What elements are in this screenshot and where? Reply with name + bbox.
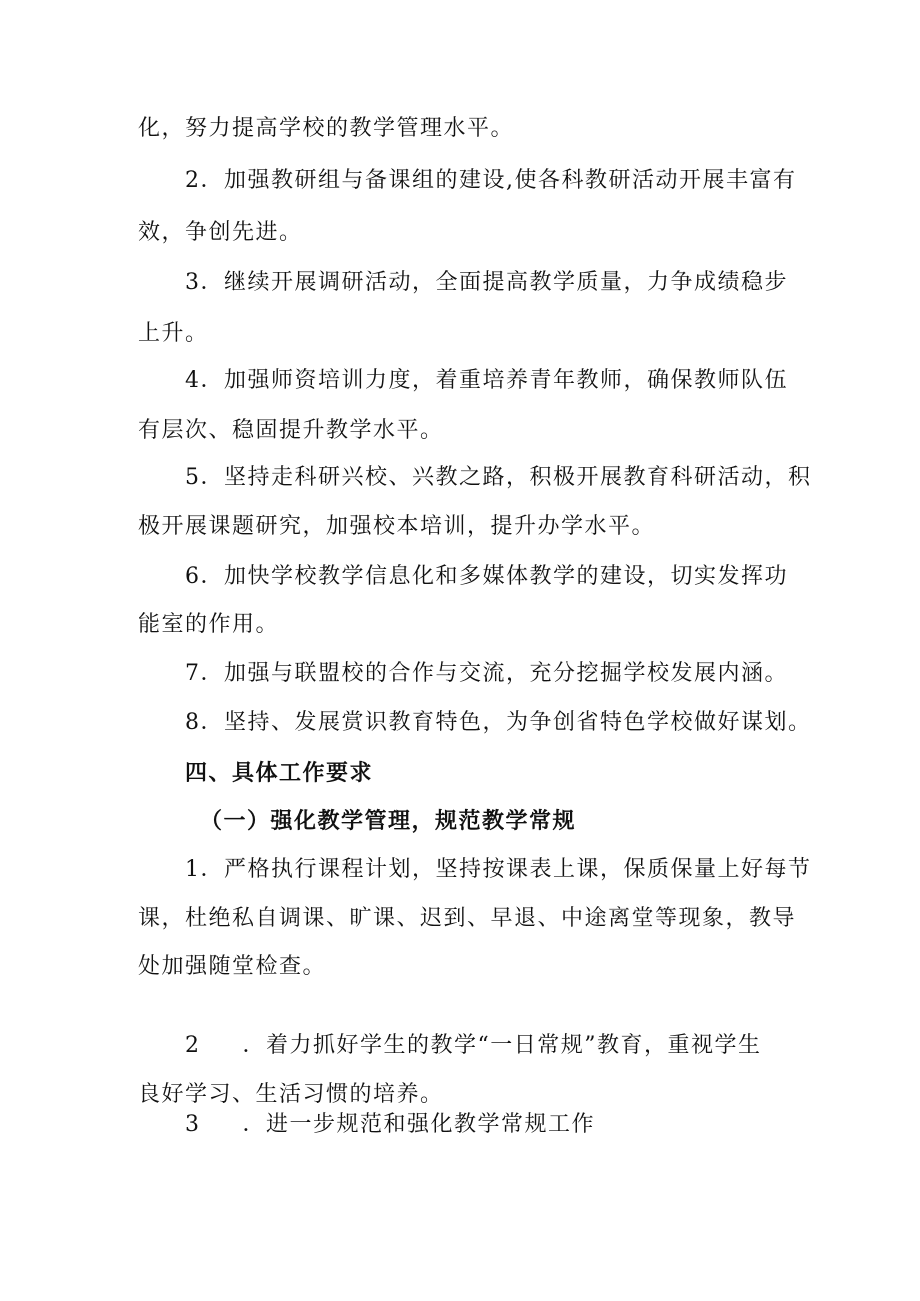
list-item-text: ．着力抓好学生的教学“一日常规”教育，重视学生 [242, 1033, 762, 1058]
text-line: 4．加强师资培训力度，着重培养青年教师，确保教师队伍 [185, 368, 788, 393]
section-heading: 四、具体工作要求 [185, 760, 374, 786]
text-line: 有层次、稳固提升教学水平。 [138, 418, 444, 443]
list-item-text: ．进一步规范和强化教学常规工作 [242, 1112, 596, 1137]
list-item-number: 2 [185, 1033, 201, 1058]
text-line: 6．加快学校教学信息化和多媒体教学的建设，切实发挥功 [185, 564, 788, 589]
text-line: 极开展课题研究，加强校本培训，提升办学水平。 [138, 514, 656, 539]
text-line: 2．加强教研组与备课组的建设,使各科教研活动开展丰富有 [185, 168, 797, 193]
text-line: 3．继续开展调研活动，全面提高教学质量，力争成绩稳步 [185, 270, 788, 295]
text-line: 效，争创先进。 [138, 220, 303, 245]
list-item-number: 3 [185, 1112, 201, 1137]
list-item-3 [185, 1110, 595, 1140]
subsection-heading: （一）强化教学管理，规范教学常规 [200, 808, 577, 834]
text-line: 1．严格执行课程计划，坚持按课表上课，保质保量上好每节 [185, 857, 812, 882]
text-line: 5．坚持走科研兴校、兴教之路，积极开展教育科研活动，积 [185, 465, 812, 490]
text-line: 化，努力提高学校的教学管理水平。 [138, 116, 515, 141]
text-line: 7．加强与联盟校的合作与交流，充分挖掘学校发展内涵。 [185, 661, 788, 686]
text-line: 8．坚持、发展赏识教育特色，为争创省特色学校做好谋划。 [185, 710, 812, 735]
text-line: 能室的作用。 [138, 612, 280, 637]
text-line: 上升。 [138, 321, 209, 346]
text-line: 课，杜绝私自调课、旷课、迟到、早退、中途离堂等现象，教导 [138, 906, 797, 931]
text-line: 处加强随堂检查。 [138, 954, 327, 979]
list-item-2 [185, 1031, 762, 1061]
text-line: 良好学习、生活习惯的培养。 [138, 1082, 444, 1107]
